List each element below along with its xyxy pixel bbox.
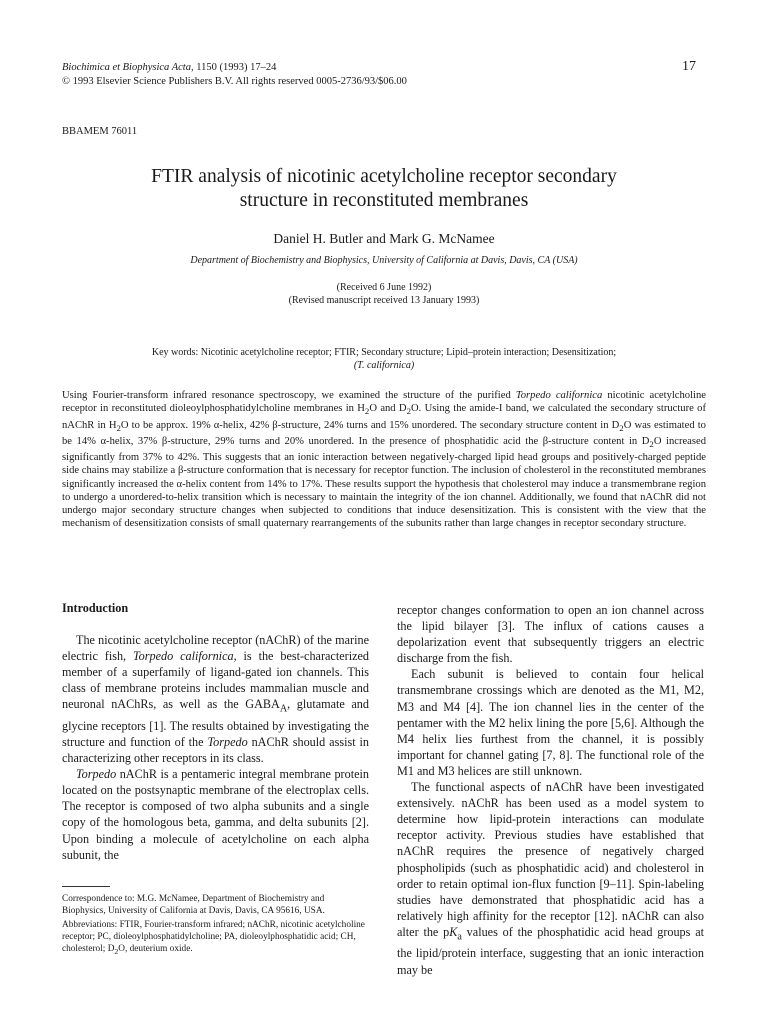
footnote-divider bbox=[62, 886, 110, 887]
paragraph: The functional aspects of nAChR have been investigated extensively. nAChR has been used as a model system to determine how lipid-protein interactions can modulate receptor activity. Previous studies have established that nAChR requires the presence of negatively charged phospholipids (such as phosphatidic acid) and cholesterol in order to retain optimal ion-flux function [9–11]. Spin-labeling studies have demonstrated that phosphatidic acid has a relatively high affinity for the receptor [12]. nAChR can also alter the $pK_a$ values of the phosphatidic acid head groups at the lipid/protein interface, suggesting that an ionic interaction may be bbox=[397, 780, 704, 977]
paragraph: Torpedo nAChR is a pentameric integral membrane protein located on the postsynaptic membrane of the electroplax cells. The receptor is composed of two alpha subunits and a single copy of the homologous beta, gamma, and delta subunits [2]. Upon binding a molecule of acetylcholine on each alpha subunit, the bbox=[62, 767, 369, 862]
copyright-line: © 1993 Elsevier Science Publishers B.V. All rights reserved 0005-2736/93/$06.00 bbox=[62, 76, 407, 87]
abstract: Using Fourier-transform infrared resonance spectroscopy, we examined the structure of the purified Torpedo californica nicotinic acetylcholine receptor in reconstituted dioleoylphosphatidylcholine membranes in $H_2O$ and $D_2O$. Using the amide-I band, we calculated the secondary structure of nAChR in $H_2O$ to be approx. 19% α-helix, 42% β-structure, 24% turns and 15% unordered. The secondary structure content in $D_2O$ was estimated to be 14% α-helix, 37% β-structure, 29% turns and 20% unordered. In the presence of phosphatidic acid the β-structure content in $D_2O$ increased significantly from 37% to 42%. This suggests that an ionic interaction between negatively-charged lipid head groups and positively-charged peptide side chains may stabilize a β-structure conformation that is necessary for receptor function. The inclusion of cholesterol in the reconstituted membranes significantly increased the α-helix content from 14% to 17%. These results support the hypothesis that cholesterol may induce a transmembrane region to undergo a unordered-to-helix transition which is necessary to maintain the integrity of the ion channel. Additionally, we found that nAChR did not undergo major secondary structure changes when subjected to conditions that induce desensitization. This is consistent with the view that the mechanism of desensitization consists of small quaternary rearrangements of the subunits rather than large changes in receptor secondary structure. bbox=[62, 390, 706, 530]
revised-date: (Revised manuscript received 13 January 1993) bbox=[288, 295, 480, 306]
received-dates bbox=[60, 281, 708, 307]
body-column-left bbox=[62, 632, 369, 863]
footnotes bbox=[62, 893, 369, 960]
section-heading-introduction: Introduction bbox=[62, 601, 129, 615]
paragraph: Each subunit is believed to contain four helical transmembrane crossings which are denoted as the M1, M2, M3 and M4 [4]. The ion channel lies in the center of the pentamer with the M2 helix lining the pore [5,6]. Although the M4 helix lies furthest from the channel, it is possibly important for channel gating [7, 8]. The functional role of the M1 and M3 helices are still unknown. bbox=[397, 667, 704, 778]
manuscript-id: BBAMEM 76011 bbox=[62, 126, 138, 137]
journal-reference-line: Biochimica et Biophysica Acta, 1150 (1993) 17–24 bbox=[62, 62, 277, 73]
article-title: FTIR analysis of nicotinic acetylcholine receptor secondary structure in reconstituted membranes bbox=[151, 166, 617, 211]
body-column-right bbox=[397, 602, 704, 978]
paragraph: The nicotinic acetylcholine receptor (nAChR) of the marine electric fish, Torpedo californica, is the best-characterized member of a superfamily of ligand-gated ion channels. This class of membrane proteins includes mammalian muscle and neuronal nAChRs, as well as the $GABA_A$, glutamate and glycine receptors [1]. The results obtained by investigating the structure and function of the Torpedo nAChR should assist in characterizing other receptors in its class. bbox=[62, 633, 369, 766]
abbreviations-note: Abbreviations: FTIR, Fourier-transform infrared; nAChR, nicotinic acetylcholine receptor; PC, dioleoylphosphatidylcholine; PA, dioleoylphosphatidic acid; CH, cholesterol; $D_2O$, deuterium oxide. bbox=[62, 920, 365, 956]
paragraph: receptor changes conformation to open an ion channel across the lipid bilayer [3]. The influx of cations causes a depolarization event that subsequently triggers an electric discharge from the fish. bbox=[397, 603, 704, 666]
author-list: Daniel H. Butler and Mark G. McNamee bbox=[273, 231, 495, 246]
journal-citation bbox=[62, 61, 407, 89]
correspondence-note: Correspondence to: M.G. McNamee, Department of Biochemistry and Biophysics, University of California at Davis, Davis, CA 95616, USA. bbox=[62, 894, 325, 916]
page-number: 17 bbox=[682, 59, 696, 74]
received-date: (Received 6 June 1992) bbox=[336, 282, 432, 293]
affiliation: Department of Biochemistry and Biophysics, University of California at Davis, Davis, CA (USA) bbox=[190, 255, 578, 266]
keywords: Key words: Nicotinic acetylcholine receptor; FTIR; Secondary structure; Lipid–protein interaction; Desensitization; (T. californica) bbox=[151, 347, 617, 371]
